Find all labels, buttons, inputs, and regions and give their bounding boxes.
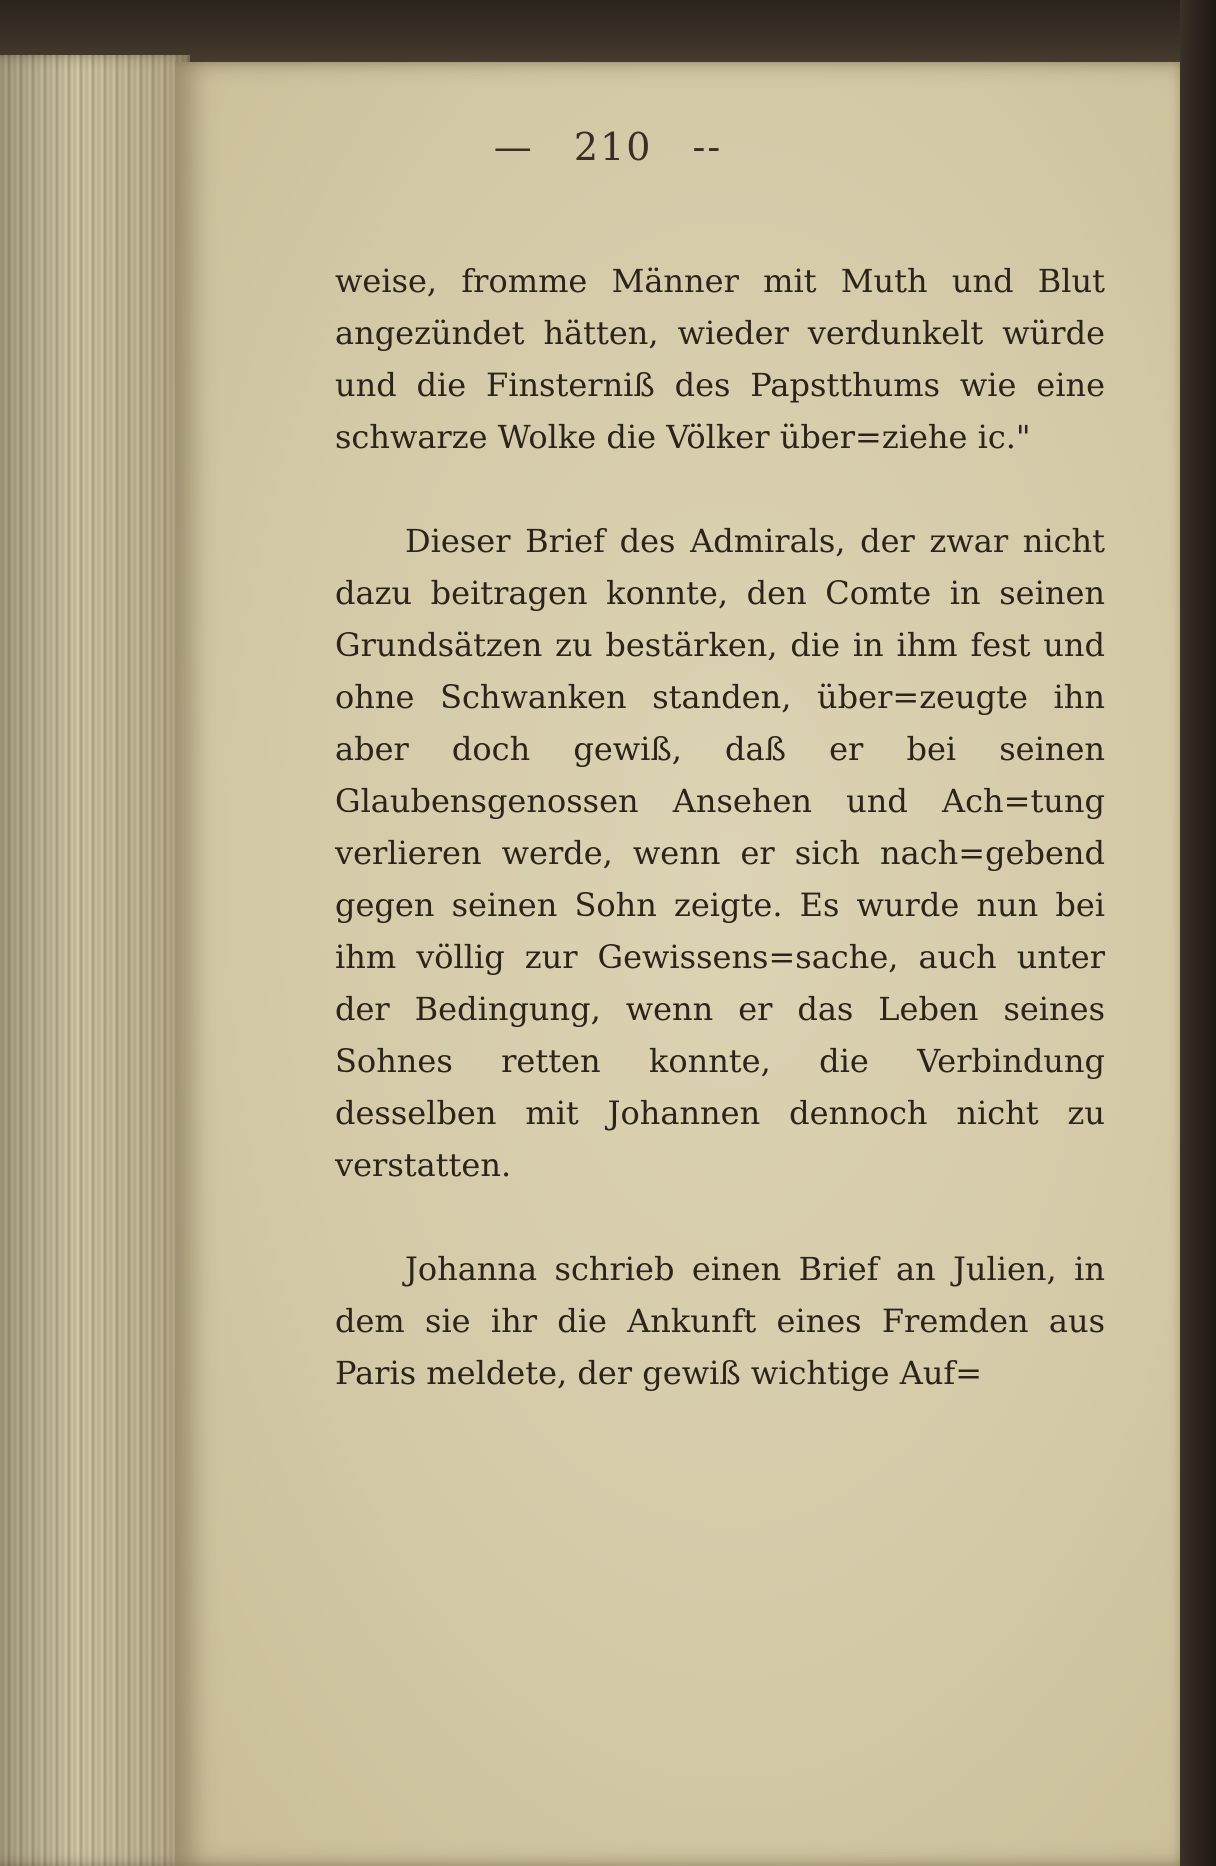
- paragraph-1: weise, fromme Männer mit Muth und Blut angezündet hätten, wieder verdunkelt würde und die Finsterniß des Papstthums wie eine schwarze Wolke die Völker über=ziehe ic.": [335, 262, 1105, 456]
- page-edges-left: [0, 55, 190, 1866]
- book-cover-right: [1180, 0, 1216, 1866]
- page-header: [0, 125, 1216, 169]
- paragraph-3: Johanna schrieb einen Brief an Julien, in dem sie ihr die Ankunft eines Fremden aus Paris meldete, der gewiß wichtige Auf=: [335, 1250, 1105, 1392]
- header-dash-right: --: [692, 125, 723, 169]
- header-dash-left: —: [493, 125, 534, 169]
- page-number: 210: [573, 125, 653, 169]
- paragraph-2: Dieser Brief des Admirals, der zwar nicht dazu beitragen konnte, den Comte in seinen Grundsätzen zu bestärken, die in ihm fest und ohne Schwanken standen, über=zeugte ihn aber doch gewiß, daß er bei seinen Glaubensgenossen Ansehen und Ach=tung verlieren werde, wenn er sich nach=gebend gegen seinen Sohn zeigte. Es wurde nun bei ihm völlig zur Gewissens=sache, auch unter der Bedingung, wenn er das Leben seines Sohnes retten konnte, die Verbindung desselben mit Johannen dennoch nicht zu verstatten.: [335, 522, 1105, 1184]
- page-body: [335, 255, 1105, 1399]
